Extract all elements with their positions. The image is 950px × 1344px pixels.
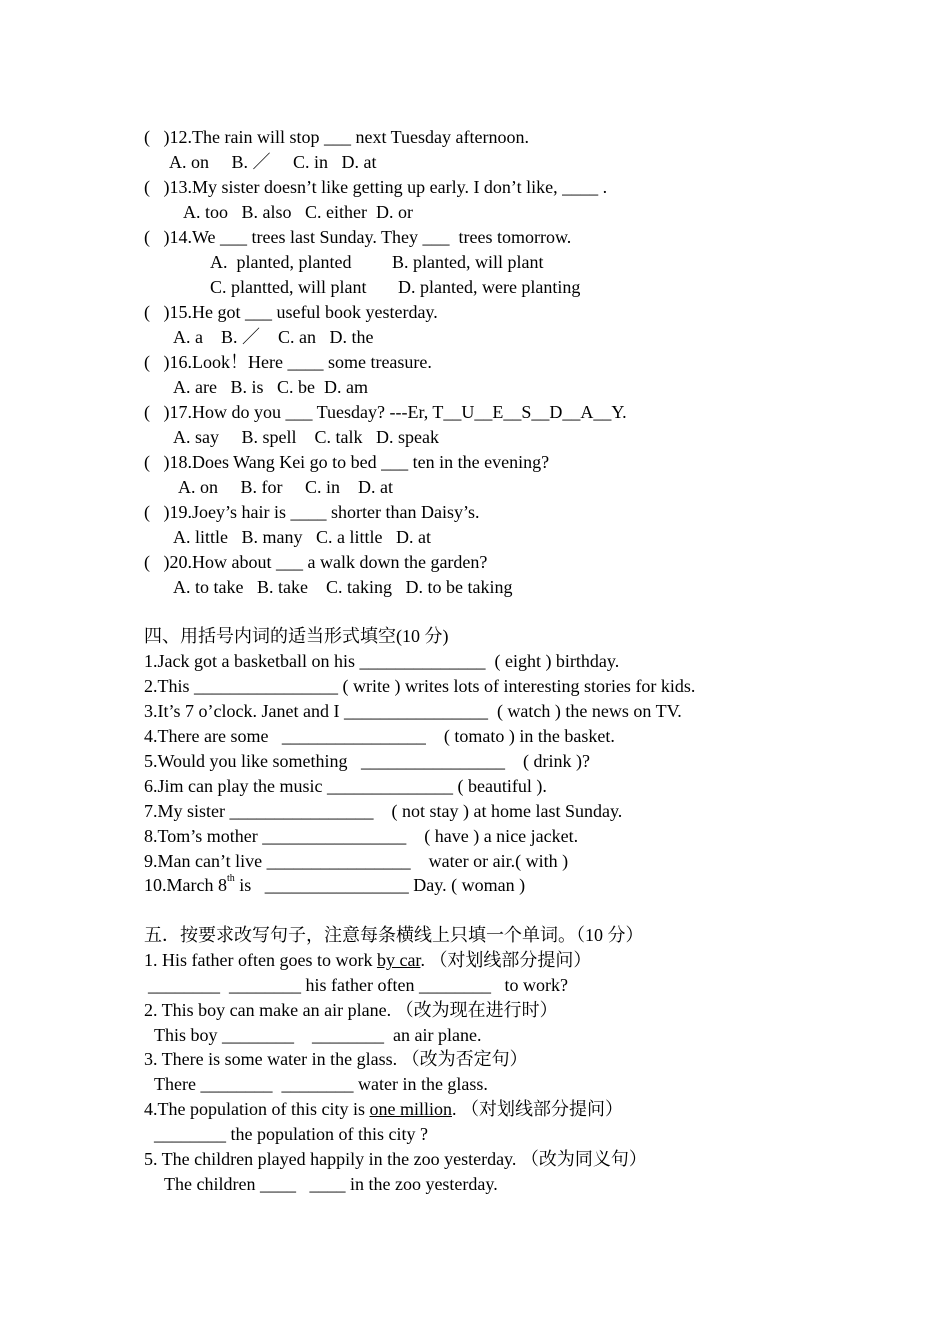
- rewrite-4: [144, 1098, 623, 1120]
- fill-item-10: [144, 874, 525, 896]
- section-5-heading: 五．按要求改写句子，注意每条横线上只填一个单词。（10 分）: [144, 925, 644, 945]
- question-14-options-cd: C. plantted, will plant D. planted, were planting: [210, 277, 581, 297]
- fill-item-10-pre: 10.March 8: [144, 875, 227, 895]
- question-18: ( )18.Does Wang Kei go to bed ___ ten in the evening?: [144, 452, 550, 472]
- rewrite-5: 5. The children played happily in the zoo yesterday. （改为同义句）: [144, 1149, 647, 1169]
- question-15: ( )15.He got ___ useful book yesterday.: [144, 302, 438, 322]
- rewrite-4-post: . （对划线部分提问）: [451, 1099, 623, 1119]
- fill-item-10-sup: th: [226, 873, 235, 884]
- rewrite-5-answer: The children ____ ____ in the zoo yesterday.: [164, 1174, 498, 1194]
- rewrite-3-answer: There ________ ________ water in the glass.: [154, 1074, 488, 1094]
- rewrite-3: 3. There is some water in the glass. （改为否定句）: [144, 1049, 528, 1069]
- fill-item-6: 6.Jim can play the music ______________ ( beautiful ).: [144, 776, 547, 796]
- question-19: ( )19.Joey’s hair is ____ shorter than Daisy’s.: [144, 502, 480, 522]
- question-14: ( )14.We ___ trees last Sunday. They ___ trees tomorrow.: [144, 227, 572, 247]
- rewrite-1-answer: ________ ________ his father often ________ to work?: [148, 975, 568, 995]
- fill-item-2: 2.This ________________ ( write ) writes lots of interesting stories for kids.: [144, 676, 696, 696]
- question-15-options: A. a B. ／ C. an D. the: [173, 327, 374, 347]
- fill-item-9: 9.Man can’t live ________________ water or air.( with ): [144, 851, 569, 871]
- rewrite-2-answer: This boy ________ ________ an air plane.: [154, 1025, 482, 1045]
- question-16: ( )16.Look！Here ____ some treasure.: [144, 352, 432, 372]
- question-12: ( )12.The rain will stop ___ next Tuesday afternoon.: [144, 127, 529, 147]
- fill-item-7: 7.My sister ________________ ( not stay ) at home last Sunday.: [144, 801, 623, 821]
- fill-item-5: 5.Would you like something ________________ ( drink )?: [144, 751, 591, 771]
- rewrite-1: [144, 949, 591, 971]
- question-20-options: A. to take B. take C. taking D. to be taking: [173, 577, 513, 597]
- fill-item-8: 8.Tom’s mother ________________ ( have ) a nice jacket.: [144, 826, 579, 846]
- rewrite-1-pre: 1. His father often goes to work: [144, 950, 377, 970]
- question-17-options: A. say B. spell C. talk D. speak: [173, 427, 439, 447]
- question-19-options: A. little B. many C. a little D. at: [173, 527, 431, 547]
- rewrite-4-pre: 4.The population of this city is: [144, 1099, 370, 1119]
- fill-item-10-post: is ________________ Day. ( woman ): [234, 875, 526, 895]
- rewrite-1-underlined: by car: [376, 950, 421, 970]
- rewrite-1-post: . （对划线部分提问）: [420, 950, 592, 970]
- fill-item-1: 1.Jack got a basketball on his ______________ ( eight ) birthday.: [144, 651, 620, 671]
- fill-item-3: 3.It’s 7 o’clock. Janet and I ________________ ( watch ) the news on TV.: [144, 701, 682, 721]
- rewrite-2: 2. This boy can make an air plane. （改为现在进行时）: [144, 1000, 558, 1020]
- question-20: ( )20.How about ___ a walk down the garden?: [144, 552, 488, 572]
- fill-item-4: 4.There are some ________________ ( tomato ) in the basket.: [144, 726, 615, 746]
- question-13-options: A. too B. also C. either D. or: [183, 202, 413, 222]
- rewrite-4-answer: ________ the population of this city ?: [154, 1124, 428, 1144]
- question-14-options-ab: A. planted, planted B. planted, will plant: [210, 252, 544, 272]
- question-13: ( )13.My sister doesn’t like getting up early. I don’t like, ____ .: [144, 177, 608, 197]
- question-12-options: A. on B. ／ C. in D. at: [169, 152, 377, 172]
- question-17: ( )17.How do you ___ Tuesday? ---Er, T__U__E__S__D__A__Y.: [144, 402, 627, 422]
- rewrite-4-underlined: one million: [369, 1099, 452, 1119]
- section-4-heading: 四、用括号内词的适当形式填空(10 分): [144, 626, 449, 646]
- question-18-options: A. on B. for C. in D. at: [178, 477, 393, 497]
- question-16-options: A. are B. is C. be D. am: [173, 377, 368, 397]
